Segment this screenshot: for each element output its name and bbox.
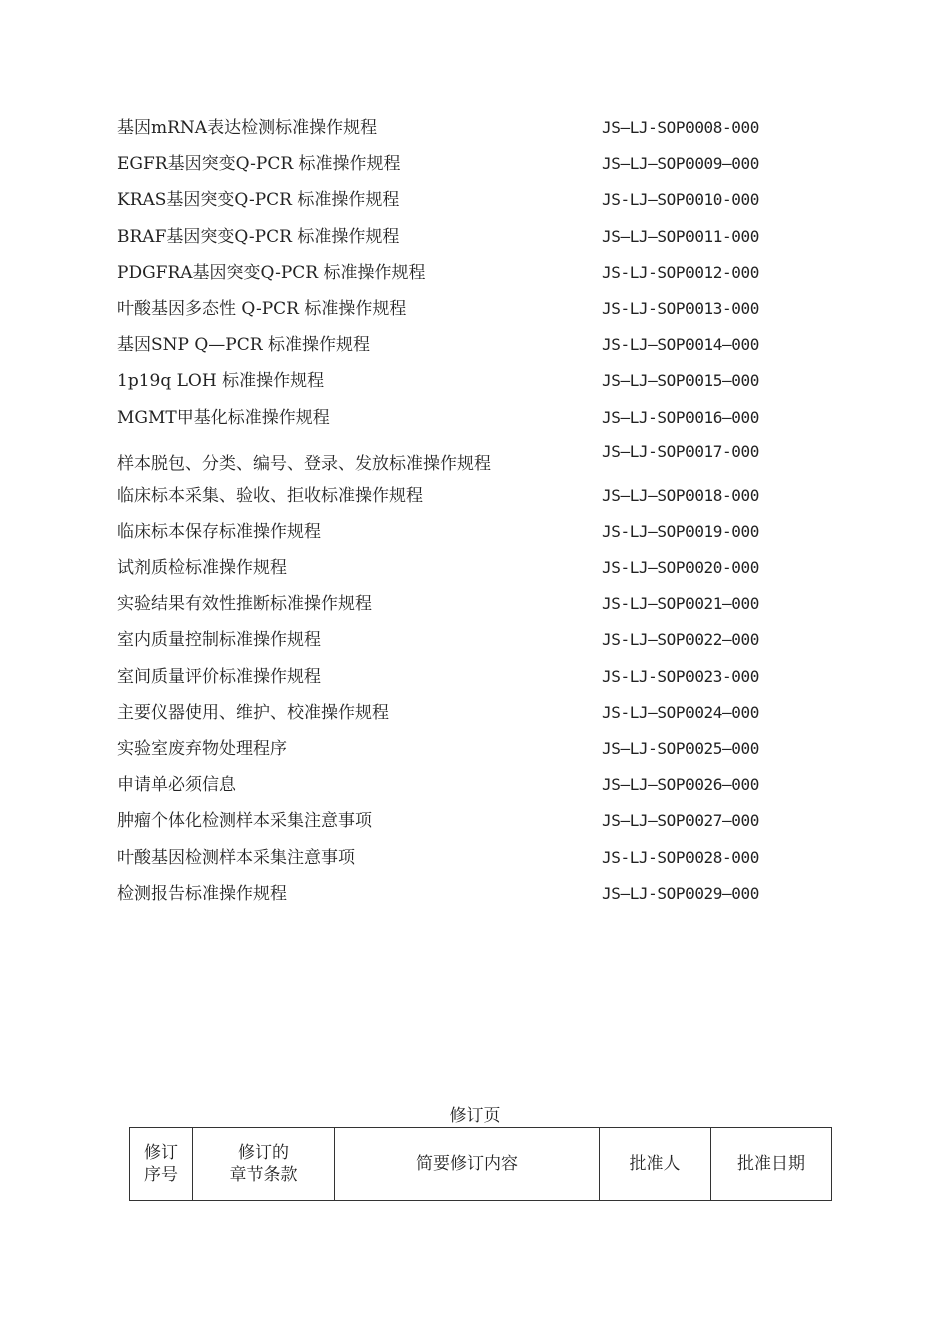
document-code: JS—LJ—SOP0011-000 (602, 226, 759, 246)
approval-date-header: 批准日期 (711, 1128, 832, 1201)
revision-section-header (193, 1128, 335, 1201)
document-title: 室内质量控制标准操作规程 (117, 630, 321, 651)
list-item (117, 403, 837, 439)
header-text: 修订 (144, 1143, 178, 1163)
list-item (117, 149, 837, 185)
document-title: MGMT甲基化标准操作规程 (117, 407, 330, 428)
list-item (117, 294, 837, 330)
document-title: 临床标本保存标准操作规程 (117, 521, 321, 542)
list-item (117, 439, 837, 481)
document-code: JS-LJ-SOP0023-000 (602, 666, 759, 686)
list-item (117, 517, 837, 553)
document-code: JS-LJ—SOP0024—000 (602, 702, 759, 722)
document-code: JS—LJ-SOP0008-000 (602, 118, 759, 137)
list-item (117, 698, 837, 734)
list-item (117, 258, 837, 294)
table-header-row (130, 1128, 832, 1201)
list-item (117, 625, 837, 661)
document-code: JS-LJ-SOP0013-000 (602, 298, 759, 318)
list-item (117, 843, 837, 879)
document-title: 试剂质检标准操作规程 (117, 558, 287, 579)
document-code: JS-LJ—SOP0022—000 (602, 630, 759, 650)
document-title: BRAF基因突变Q-PCR 标准操作规程 (117, 226, 400, 247)
document-code: JS—LJ—SOP0026—000 (602, 775, 759, 795)
list-item (117, 770, 837, 806)
list-item (117, 222, 837, 258)
revision-seq-header (130, 1128, 193, 1201)
list-item (117, 553, 837, 589)
document-title: 实验室废弃物处理程序 (117, 739, 287, 759)
header-text: 序号 (144, 1165, 178, 1185)
document-code: JS—LJ-SOP0016—000 (602, 407, 759, 427)
document-code: JS—LJ—SOP0015—000 (602, 371, 759, 391)
document-code: JS-LJ—SOP0010-000 (602, 190, 759, 210)
document-code: JS-LJ-SOP0012-000 (602, 262, 759, 282)
document-code: JS—LJ—SOP0018-000 (602, 485, 759, 505)
list-item (117, 185, 837, 221)
list-item (117, 481, 837, 517)
document-title: 叶酸基因检测样本采集注意事项 (117, 847, 355, 868)
document-code: JS—LJ-SOP0029—000 (602, 883, 759, 903)
document-title: 检测报告标准操作规程 (117, 883, 287, 904)
document-code: JS-LJ-SOP0028-000 (602, 847, 759, 867)
document-list (117, 113, 837, 915)
document-title: 室间质量评价标准操作规程 (117, 666, 321, 687)
approver-header: 批准人 (600, 1128, 711, 1201)
document-title: 1p19q LOH 标准操作规程 (117, 371, 325, 392)
revision-summary-header: 简要修订内容 (335, 1128, 600, 1201)
list-item (117, 589, 837, 625)
document-code: JS-LJ—SOP0021—000 (602, 594, 759, 614)
document-title: 肿瘤个体化检测样本采集注意事项 (117, 811, 372, 832)
document-title: 叶酸基因多态性 Q-PCR 标准操作规程 (117, 298, 407, 319)
revision-table (129, 1127, 832, 1201)
document-title: 主要仪器使用、维护、校准操作规程 (117, 702, 389, 723)
list-item (117, 662, 837, 698)
list-item (117, 734, 837, 770)
document-code: JS—LJ—SOP0027—000 (602, 811, 759, 831)
list-item (117, 113, 837, 149)
document-title: 基因mRNA表达检测标准操作规程 (117, 118, 378, 138)
list-item (117, 366, 837, 402)
document-title: EGFR基因突变Q-PCR 标准操作规程 (117, 154, 401, 175)
document-title: 实验结果有效性推断标准操作规程 (117, 594, 372, 615)
document-title: 临床标本采集、验收、拒收标准操作规程 (117, 485, 423, 506)
header-text: 修订的 (238, 1143, 289, 1163)
list-item (117, 806, 837, 842)
document-title: 样本脱包、分类、编号、登录、发放标准操作规程 (117, 453, 491, 474)
document-title: 基因SNP Q—PCR 标准操作规程 (117, 335, 370, 356)
document-code: JS—LJ-SOP0017-000 (602, 441, 759, 461)
list-item (117, 879, 837, 915)
list-item (117, 330, 837, 366)
document-code: JS-LJ—SOP0019-000 (602, 521, 759, 541)
document-title: 申请单必须信息 (117, 775, 236, 796)
document-code: JS—LJ-SOP0025—000 (602, 739, 759, 758)
document-code: JS—LJ—SOP0009—000 (602, 154, 759, 174)
document-title: PDGFRA基因突变Q-PCR 标准操作规程 (117, 262, 426, 283)
document-code: JS-LJ—SOP0020-000 (602, 558, 759, 578)
document-title: KRAS基因突变Q-PCR 标准操作规程 (117, 190, 400, 211)
revision-caption: 修订页 (449, 1106, 501, 1126)
document-code: JS-LJ—SOP0014—000 (602, 335, 759, 355)
header-text: 章节条款 (229, 1165, 298, 1185)
